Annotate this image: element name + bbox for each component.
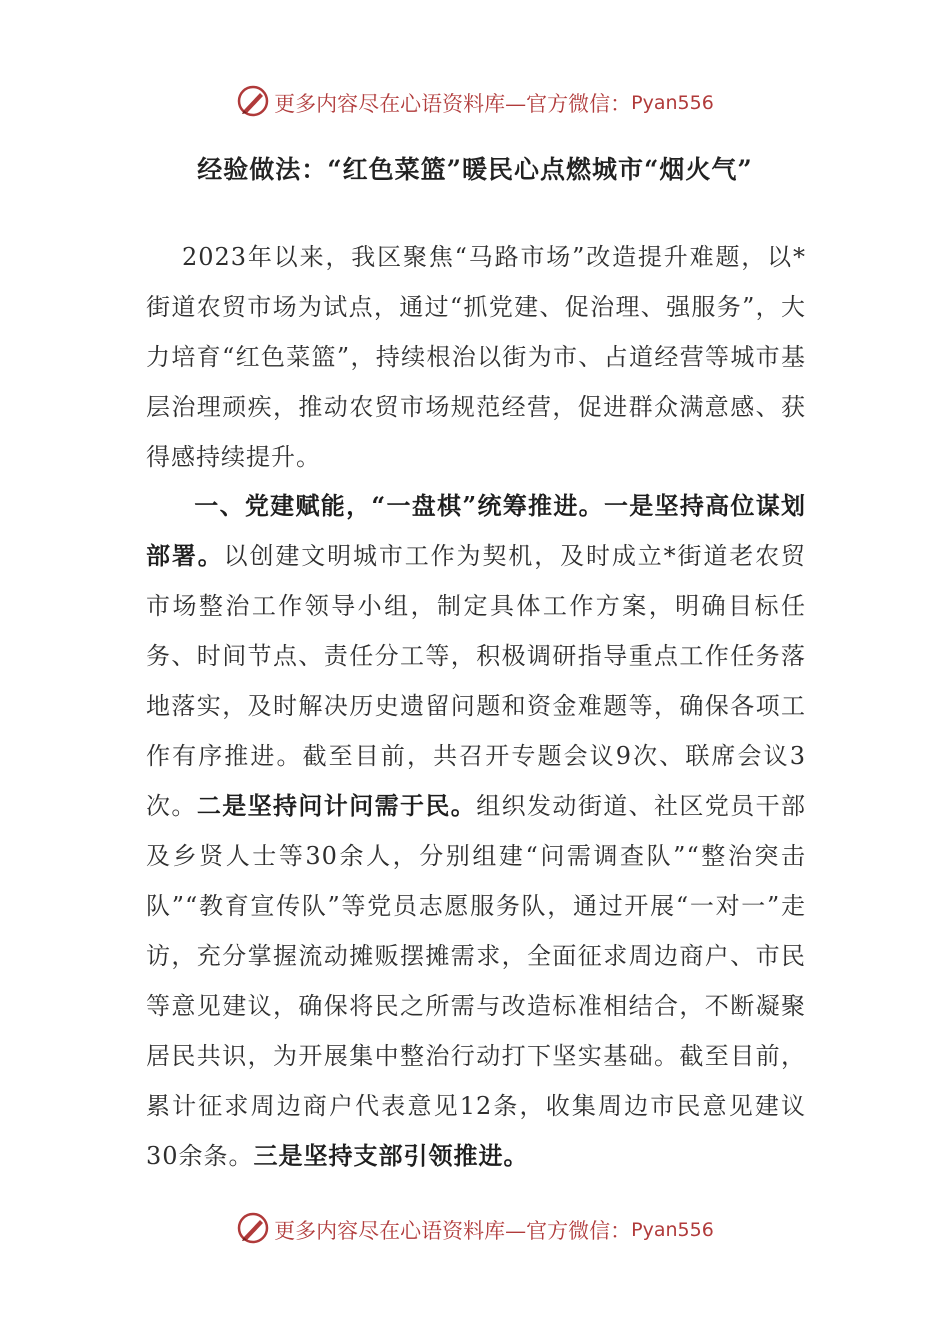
point-one-title: 一是坚持高位谋划部署。: [146, 491, 807, 570]
document-title: 经验做法：“红色菜篮”暖民心点燃城市“烟火气”: [197, 155, 753, 184]
intro-paragraph: [146, 232, 806, 482]
watermark-text: 更多内容尽在心语资料库—官方微信：: [274, 92, 632, 116]
point-three-title: 三是坚持支部引领推进。: [253, 1141, 529, 1170]
section-one-paragraph: [146, 481, 806, 1181]
intro-paragraph-text: 2023年以来，我区聚焦“马路市场”改造提升难题，以*街道农贸市场为试点，通过“抓党建、促治理、强服务”，大力培育“红色菜篮”，持续根治以街为市、占道经营等城市基层治理顽疾，推动农贸市场规范经营，促进群众满意感、获得感持续提升。: [146, 243, 806, 471]
watermark-footer: [0, 1210, 950, 1250]
point-one-text: 以创建文明城市工作为契机，及时成立*街道老农贸市场整治工作领导小组，制定具体工作方案，明确目标任务、时间节点、责任分工等，积极调研指导重点工作任务落地落实，及时解决历史遗留问题和资金难题等，确保各项工作有序推进。截至目前，共召开专题会议9次、联席会议3次。: [146, 542, 806, 820]
section-one-heading: 一、党建赋能，“一盘棋”统筹推进。: [194, 491, 604, 520]
point-two-title: 二是坚持问计问需于民。: [196, 791, 477, 820]
watermark-handle: Pyan556: [631, 1219, 714, 1241]
pen-logo-icon: [236, 84, 270, 123]
pen-logo-icon: [236, 1211, 270, 1250]
watermark-text: 更多内容尽在心语资料库—官方微信：: [274, 1219, 632, 1243]
point-two-text: 组织发动街道、社区党员干部及乡贤人士等30余人，分别组建“问需调查队”“整治突击队”“教育宣传队”等党员志愿服务队，通过开展“一对一”走访，充分掌握流动摊贩摆摊需求，全面征求周边商户、市民等意见建议，确保将民之所需与改造标准相结合，不断凝聚居民共识，为开展集中整治行动打下坚实基础。截至目前，累计征求周边商户代表意见12条，收集周边市民意见建议30余条。: [146, 792, 807, 1170]
watermark-header: [0, 83, 950, 123]
watermark-handle: Pyan556: [631, 92, 714, 114]
